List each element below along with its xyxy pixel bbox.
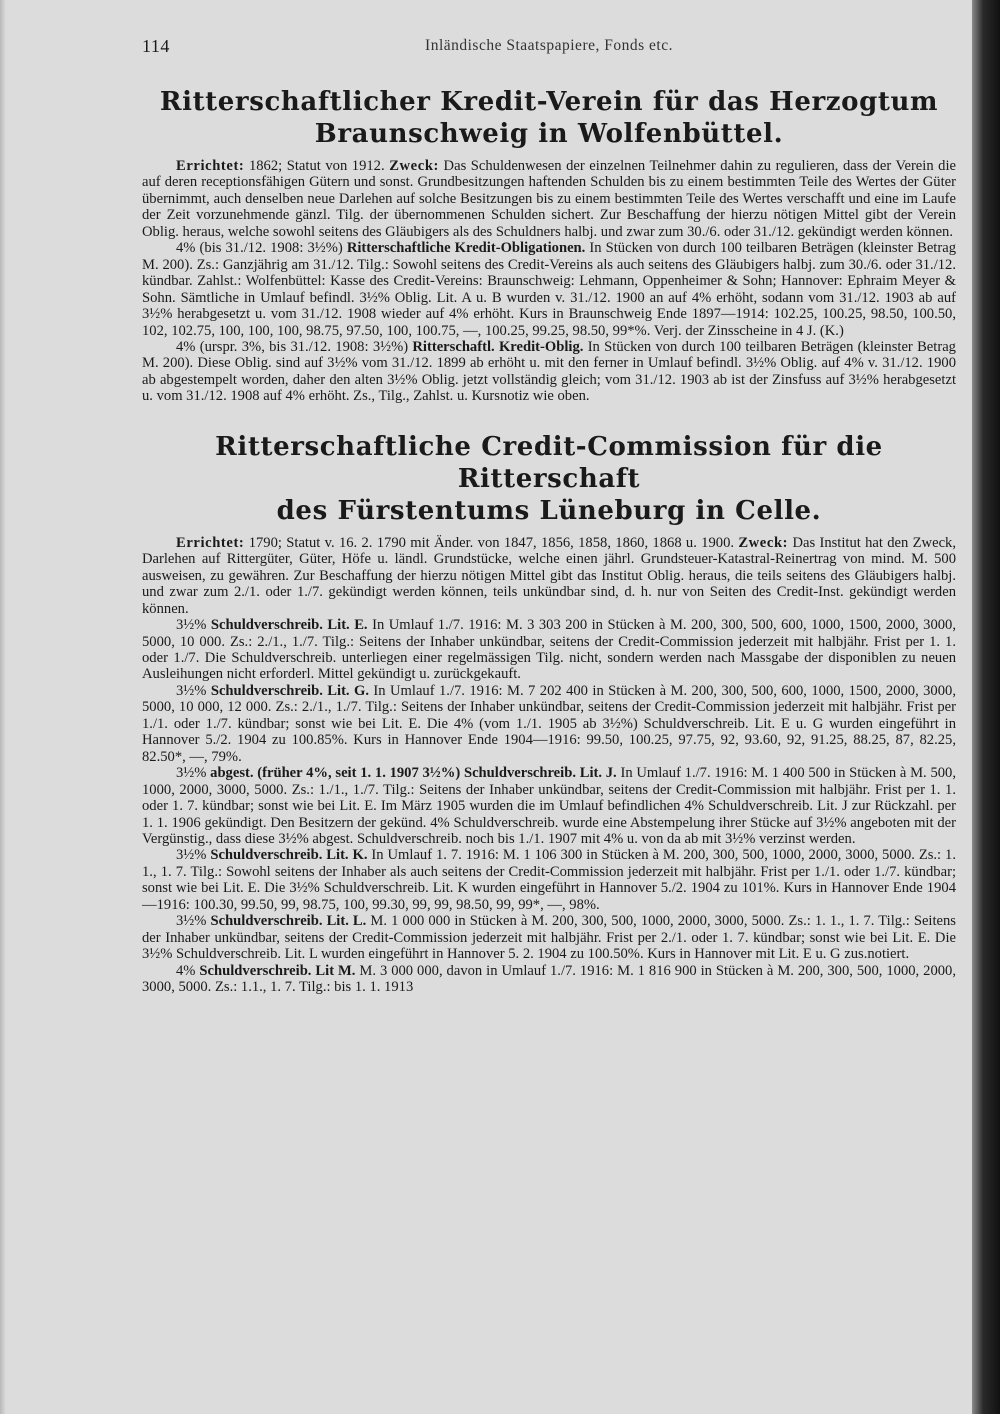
label-errichtet: Errichtet:	[176, 534, 245, 551]
rate-prefix: 4% (bis 31./12. 1908: 3½%)	[176, 240, 347, 257]
bond-label: Schuldverschreib. Lit. K.	[210, 847, 368, 864]
paragraph-errichtet	[142, 158, 956, 240]
bond-text: In Stücken von durch 100 teilbaren Beträgen (kleinster Betrag M. 200). Diese Oblig. sind auf 3½% vom 31./12. 1899 ab erhöht u. mit den ferner in Umlauf befindl. 3½% Oblig. auf 4% v. 31./12. 1900 ab abgestempelt worden, daher den alten 3½% Oblig. jetzt vollständig gleich; vom 31./12. 1903 ab ist der Zinsfuss auf 3½% herabgesetzt u. vom 31./12. 1908 auf 4% erhöht. Zs., Tilg., Zahlst. u. Kursnotiz wie oben.	[142, 338, 956, 405]
bond-text: In Umlauf 1./7. 1916: M. 1 400 500 in Stücken à M. 500, 1000, 2000, 3000, 5000. Zs.: 1./1., 1./7. Tilg.: Seitens der Inhaber unkündbar, seitens der Credit-Commission mit halbjähr. Frist per 1. 1. oder 1. 7. kündbar; sonst wie bei Lit. E. Im März 1905 wurden die im Umlauf befindlichen 4% Schuldverschreib. Lit. J zur Rückzahl. per 1. 1. 1906 gekündigt. Den Besitzern der gekünd. 4% Schuldverschreib. wurde eine Abstempelung ihrer Stücke auf 3½% angeboten mit der Vergünstig., dass diese 3½% abgest. Schuldverschreib. noch bis 1./1. 1907 mit 4% u. von da ab mit 3½% verzinst werden.	[142, 765, 956, 847]
running-head	[142, 30, 956, 60]
bond-label: Ritterschaftliche Kredit-Obligationen.	[346, 240, 586, 257]
bond-label: abgest. (früher 4%, seit 1. 1. 1907 3½%) Schuldverschreib. Lit. J.	[210, 765, 617, 782]
section-title	[142, 431, 956, 527]
section-title	[142, 86, 956, 150]
paragraph-lit-k	[142, 847, 956, 913]
bond-text: M. 3 000 000, davon in Umlauf 1./7. 1916: M. 1 816 900 in Stücken à M. 200, 300, 500, 1000, 2000, 3000, 5000. Zs.: 1.1., 1. 7. Tilg.: bis 1. 1. 1913	[142, 962, 956, 996]
text-zweck: Das Institut hat den Zweck, Darlehen auf Rittergüter, Güter, Höfe u. ländl. Grundstücke, welche einen jährl. Grundsteuer-Katastral-Reinertrag von mind. M. 500 ausweisen, zu gewähren. Zur Beschaffung der hierzu nötigen Mittel gibt das Institut Oblig. heraus, die teils seitens des Gläubigers halbj. und zwar zum 2./1. oder 1./7. gekündigt werden können, teils unkündbar sind, d. h. nur von Seiten des Credit-Inst. gekündigt werden können.	[142, 534, 956, 617]
bond-text: In Umlauf 1. 7. 1916: M. 1 106 300 in Stücken à M. 200, 300, 500, 1000, 2000, 3000, 5000. Zs.: 1. 1., 1. 7. Tilg.: Sowohl seitens der Inhaber als auch seitens der Credit-Commission jederzeit mit halbjähr. Frist per 1./1. oder 1./7. kündbar; sonst wie bei Lit. E. Die 3½% Schuldverschreib. Lit. K wurden eingeführt in Hannover 5./2. 1904 zu 101%. Kurs in Hannover Ende 1904—1916: 100.30, 99.50, 99, 98.75, 100, 99.30, 99, 99, 98.50, 99, 99*, —, 98%.	[142, 847, 956, 913]
title-line-2: des Fürstentums Lüneburg in Celle.	[276, 495, 822, 526]
label-errichtet: Errichtet:	[176, 158, 245, 174]
bond-label: Schuldverschreib. Lit. E.	[210, 617, 368, 634]
paragraph-lit-j	[142, 765, 956, 847]
paragraph-errichtet	[142, 535, 956, 617]
paragraph-lit-g	[142, 683, 956, 765]
bond-text: In Umlauf 1./7. 1916: M. 7 202 400 in Stücken à M. 200, 300, 500, 600, 1000, 1500, 2000, 3000, 5000, 10 000, 12 000. Zs.: 2./1., 1./7. Tilg.: Seitens der Inhaber unkündbar, seitens der Credit-Commission jederzeit mit halbjähr. Frist per 1./1. oder 1./7. kündbar; sonst wie bei Lit. E. Die 4% (vom 1./1. 1905 ab 3½%) Schuldverschreib. Lit. E u. G wurden eingeführt in Hannover 5./2. 1904 zu 100.85%. Kurs in Hannover Ende 1904—1916: 99.50, 100.25, 97.75, 92, 93.60, 92, 91.25, 88.25, 87, 82.25, 82.50*, —, 79%.	[142, 682, 956, 765]
paragraph-kredit-oblig	[142, 339, 956, 405]
bond-text: M. 1 000 000 in Stücken à M. 200, 300, 500, 1000, 2000, 3000, 5000. Zs.: 1. 1., 1. 7. Tilg.: Seitens der Inhaber unkündbar, seitens der Credit-Commission jederzeit mit halbjähr. Frist per 2./1. oder 1. 7. kündbar; sonst wie bei Lit. E. Die 3½% Schuldverschreib. Lit. L wurden eingeführt in Hannover 5. 2. 1904 zu 100.50%. Kurs in Hannover mit Lit. E u. G zus.notiert.	[142, 913, 956, 963]
text-errichtet: 1862; Statut von 1912.	[244, 158, 390, 174]
paragraph-lit-m	[142, 963, 956, 996]
rate-prefix: 4% (urspr. 3%, bis 31./12. 1908: 3½%)	[176, 338, 413, 355]
section-lueneburg	[142, 431, 956, 996]
title-line-2: Braunschweig in Wolfenbüttel.	[314, 119, 784, 149]
rate-prefix: 4%	[176, 962, 200, 979]
page	[142, 30, 956, 995]
bond-label: Ritterschaftl. Kredit-Oblig.	[412, 338, 584, 355]
label-zweck: Zweck:	[738, 534, 789, 551]
text-errichtet: 1790; Statut v. 16. 2. 1790 mit Änder. von 1847, 1856, 1858, 1860, 1868 u. 1900.	[244, 534, 739, 551]
scan-edge-right	[972, 0, 1000, 1414]
paragraph-lit-l	[142, 913, 956, 962]
title-line-1: Ritterschaftlicher Kredit-Verein für das Herzogtum	[159, 87, 939, 117]
paragraph-kredit-obligationen	[142, 240, 956, 339]
bond-text: In Umlauf 1./7. 1916: M. 3 303 200 in Stücken à M. 200, 300, 500, 600, 1000, 1500, 2000, 3000, 5000, 10 000. Zs.: 2./1., 1./7. Tilg.: Seitens der Inhaber unkündbar, seitens der Credit-Commission jederzeit mit halbjähr. Frist per 1. 1. oder 1./7. Die Schuldverschreib. unterliegen einer regelmässigen Tilg. nicht, sondern werden nach Massgabe der disponiblen zu neuen Ausleihungen nicht erforderl. Mittel gekündigt u. zurückgekauft.	[142, 617, 956, 683]
label-zweck: Zweck:	[389, 158, 439, 174]
text-zweck: Das Schuldenwesen der einzelnen Teilnehmer dahin zu regulieren, dass der Verein die auf deren receptionsfähigen Gütern und sonst. Grundbesitzungen haftenden Schulden bis zu einem bestimmten Teile des Wertes der Güter übernimmt, auch denselben neue Darlehen auf solche Besitzungen bis zu einem bestimmten Teile des Wertes verschafft und eine im Laufe der Zeit vorzunehmende gänzl. Tilg. der übernommenen Schulden sichert. Zur Beschaffung der hierzu nötigen Mittel gibt der Verein Oblig. heraus, welche sowohl seitens des Gläubigers als des Schuldners halbj. und zwar zum 30./6. oder 31./12. gekündigt werden können.	[142, 158, 957, 240]
paragraph-lit-e	[142, 617, 956, 683]
scan-edge-left	[0, 0, 6, 1414]
rate-prefix: 3½%	[176, 765, 211, 782]
page-number: 114	[142, 36, 170, 56]
running-title: Inländische Staatspapiere, Fonds etc.	[425, 37, 673, 54]
rate-prefix: 3½%	[176, 913, 211, 930]
title-line-1: Ritterschaftliche Credit-Commission für die Ritterschaft	[215, 431, 883, 494]
rate-prefix: 3½%	[176, 682, 211, 699]
bond-label: Schuldverschreib. Lit. L.	[210, 913, 367, 930]
bond-label: Schuldverschreib. Lit. G.	[210, 682, 369, 699]
rate-prefix: 3½%	[176, 847, 211, 864]
section-braunschweig	[142, 86, 956, 405]
bond-text: In Stücken von durch 100 teilbaren Beträgen (kleinster Betrag M. 200). Zs.: Ganzjährig am 31./12. Tilg.: Sowohl seitens des Credit-Vereins als auch seitens des Gläubigers halbj. zum 30./6. oder 31./12. kündbar. Zahlst.: Wolfenbüttel: Kasse des Credit-Vereins: Braunschweig: Lehmann, Oppenheimer & Sohn; Hannover: Ephraim Meyer & Sohn. Sämtliche in Umlauf befindl. 3½% Oblig. Lit. A u. B wurden v. 31./12. 1900 an auf 4% erhöht, sodann vom 31./12. 1903 ab auf 3½% herabgesetzt u. vom 31./12. 1908 wieder auf 4% erhöht. Kurs in Braunschweig Ende 1897—1914: 102.25, 100.25, 98.50, 100.50, 102, 102.75, 100, 100, 100, 98.75, 97.50, 100, 100.75, —, 100.25, 99.25, 98.50, 99*%. Verj. der Zinsscheine in 4 J. (K.)	[142, 240, 956, 339]
rate-prefix: 3½%	[176, 617, 211, 634]
bond-label: Schuldverschreib. Lit M.	[199, 962, 356, 979]
